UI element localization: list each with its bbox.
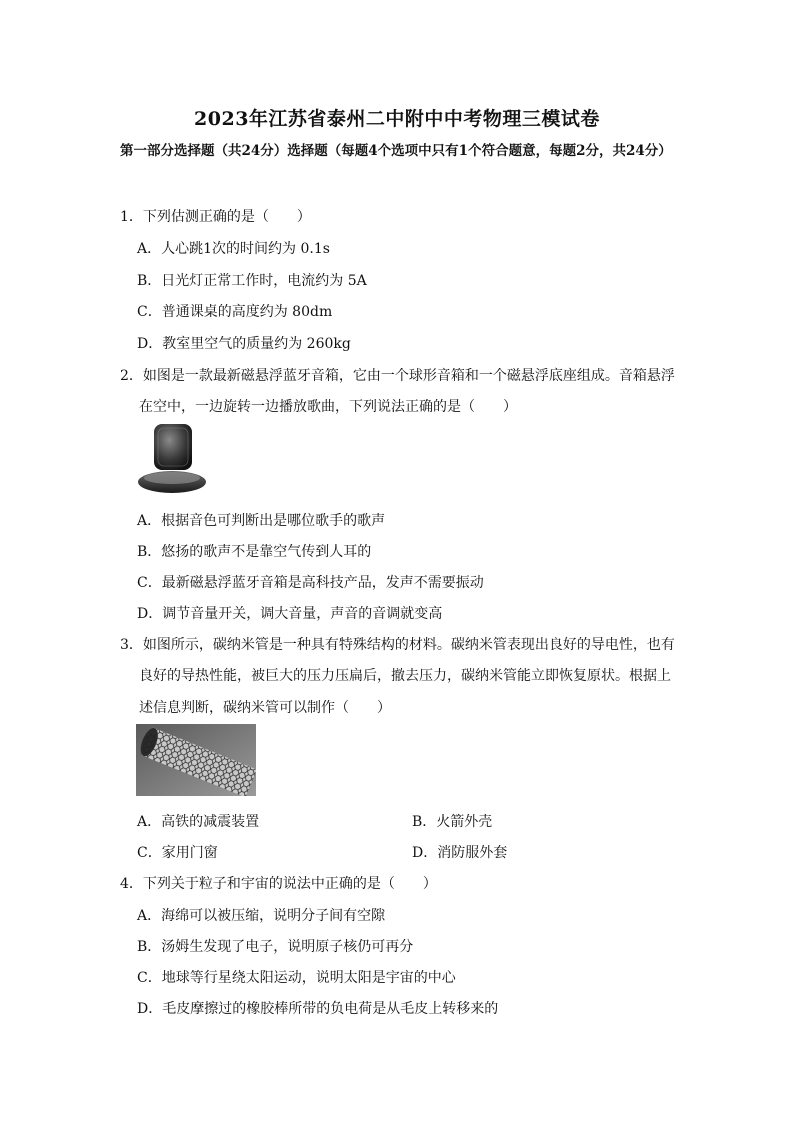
- carbon-nanotube-image: [136, 724, 256, 796]
- question-4-option-a: A．海绵可以被压缩，说明分子间有空隙: [137, 908, 386, 924]
- question-1-stem: 1．下列估测正确的是（ ）: [120, 209, 311, 225]
- question-3-stem-line-2: 良好的导热性能，被巨大的压力压扁后，撤去压力，碳纳米管能立即恢复原状。根据上: [139, 668, 671, 684]
- question-3-option-a: A．高铁的减震装置: [137, 814, 260, 830]
- question-1-option-b: B．日光灯正常工作时，电流约为 5A: [137, 273, 367, 289]
- question-3-stem-line-3: 述信息判断，碳纳米管可以制作（ ）: [139, 700, 391, 716]
- question-1-option-d: D．教室里空气的质量约为 260kg: [137, 336, 351, 352]
- question-4-option-b: B．汤姆生发现了电子，说明原子核仍可再分: [137, 939, 414, 955]
- question-3-option-d: D．消防服外套: [412, 845, 508, 861]
- part-header: 第一部分选择题（共24分）选择题（每题4个选项中只有1个符合题意，每题2分，共24分）: [120, 143, 672, 159]
- question-2-option-d: D．调节音量开关，调大音量，声音的音调就变高: [137, 606, 443, 622]
- maglev-speaker-image: [136, 422, 206, 496]
- question-2-stem-line-1: 2．如图是一款最新磁悬浮蓝牙音箱，它由一个球形音箱和一个磁悬浮底座组成。音箱悬浮: [120, 368, 675, 384]
- page-title: 2023年江苏省泰州二中附中中考物理三模试卷: [194, 108, 600, 130]
- question-2-stem-line-2: 在空中，一边旋转一边播放歌曲，下列说法正确的是（ ）: [139, 399, 517, 415]
- question-1-option-c: C．普通课桌的高度约为 80dm: [137, 304, 333, 320]
- question-3-stem-line-1: 3．如图所示，碳纳米管是一种具有特殊结构的材料。碳纳米管表现出良好的导电性，也有: [120, 637, 675, 653]
- question-4-option-c: C．地球等行星绕太阳运动，说明太阳是宇宙的中心: [137, 970, 456, 986]
- question-2-option-a: A．根据音色可判断出是哪位歌手的歌声: [137, 513, 386, 529]
- question-1-option-a: A．人心跳1次的时间约为 0.1s: [137, 241, 330, 257]
- question-4-option-d: D．毛皮摩擦过的橡胶棒所带的负电荷是从毛皮上转移来的: [137, 1001, 499, 1017]
- question-2-option-c: C．最新磁悬浮蓝牙音箱是高科技产品，发声不需要振动: [137, 575, 484, 591]
- question-4-stem: 4．下列关于粒子和宇宙的说法中正确的是（ ）: [120, 876, 437, 892]
- question-3-option-c: C．家用门窗: [137, 845, 218, 861]
- question-2-option-b: B．悠扬的歌声不是靠空气传到人耳的: [137, 544, 372, 560]
- question-3-option-b: B．火箭外壳: [412, 814, 493, 830]
